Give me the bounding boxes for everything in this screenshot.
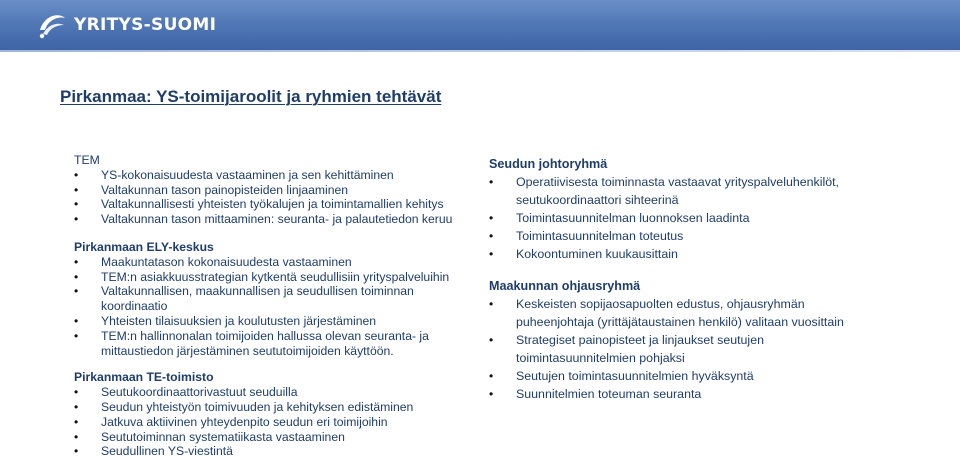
- list-item: • Strategiset painopisteet ja linjaukset seutujen toimintasuunnitelmien pohjaksi: [489, 331, 869, 367]
- list-item: • Valtakunnan tason painopisteiden linjaaminen: [74, 183, 474, 198]
- list-item: • Maakuntatason kokonaisuudesta vastaaminen: [74, 255, 474, 270]
- section-heading-te-toimisto: Pirkanmaan TE-toimisto: [74, 370, 214, 385]
- spacer: [489, 263, 869, 277]
- list-item: • Seutukoordinaattorivastuut seuduilla: [74, 385, 474, 400]
- list-item: • TEM:n asiakkuusstrategian kytkentä seudullisiin yrityspalveluihin: [74, 270, 474, 285]
- list-item: • Suunnitelmien toteuman seuranta: [489, 385, 869, 403]
- list-item: • TEM:n hallinnonalan toimijoiden hallussa olevan seuranta- ja mittaustiedon järjestäminen seututoimijoiden käyttöön.: [74, 329, 474, 359]
- left-column: [74, 153, 474, 459]
- spacer: [74, 358, 474, 370]
- page-title: Pirkanmaa: YS-toimijaroolit ja ryhmien tehtävät: [60, 87, 442, 106]
- te-toimisto-task-list: [74, 385, 474, 459]
- ely-task-list: [74, 255, 474, 359]
- johtoryhma-task-list: [489, 173, 869, 263]
- list-item: • Seudun yhteistyön toimivuuden ja kehityksen edistäminen: [74, 400, 474, 415]
- list-item: • Valtakunnallisen, maakunnallisen ja seudullisen toiminnan koordinaatio: [74, 284, 474, 314]
- list-item: • Valtakunnan tason mittaaminen: seuranta- ja palautetiedon keruu: [74, 212, 474, 227]
- list-item: • Seudullinen YS-viestintä: [74, 444, 474, 459]
- spacer: [74, 227, 474, 240]
- list-item: • Jatkuva aktiivinen yhteydenpito seudun eri toimijoihin: [74, 415, 474, 430]
- swirl-logo-icon: [36, 10, 68, 40]
- list-item: • Toimintasuunnitelman luonnoksen laadinta: [489, 209, 869, 227]
- section-heading-tem: TEM: [74, 153, 100, 167]
- list-item: • Kokoontuminen kuukausittain: [489, 245, 869, 263]
- right-column: [489, 155, 869, 403]
- header-bar: [0, 0, 960, 50]
- list-item: • YS-kokonaisuudesta vastaaminen ja sen kehittäminen: [74, 168, 474, 183]
- list-item: • Keskeisten sopijaosapuolten edustus, ohjausryhmän puheenjohtaja (yrittäjätaustainen henkilö) valitaan vuosittain: [489, 295, 869, 331]
- tem-task-list: [74, 168, 474, 227]
- brand-logo: [36, 10, 216, 40]
- list-item: • Yhteisten tilaisuuksien ja koulutusten järjestäminen: [74, 314, 474, 329]
- section-heading-seudun-johtoryhma: Seudun johtoryhmä: [489, 157, 608, 171]
- section-heading-ely: Pirkanmaan ELY-keskus: [74, 239, 214, 254]
- list-item: • Seututoiminnan systematiikasta vastaaminen: [74, 430, 474, 445]
- list-item: • Operatiivisesta toiminnasta vastaavat yrityspalveluhenkilöt, seutukoordinaattori sihteerinä: [489, 173, 869, 209]
- list-item: • Seutujen toimintasuunnitelmien hyväksyntä: [489, 367, 869, 385]
- section-heading-maakunnan-ohjausryhma: Maakunnan ohjausryhmä: [489, 279, 641, 293]
- ohjausryhma-task-list: [489, 295, 869, 403]
- list-item: • Valtakunnallisesti yhteisten työkalujen ja toimintamallien kehitys: [74, 197, 474, 212]
- list-item: • Toimintasuunnitelman toteutus: [489, 227, 869, 245]
- brand-name: YRITYS-SUOMI: [74, 15, 217, 35]
